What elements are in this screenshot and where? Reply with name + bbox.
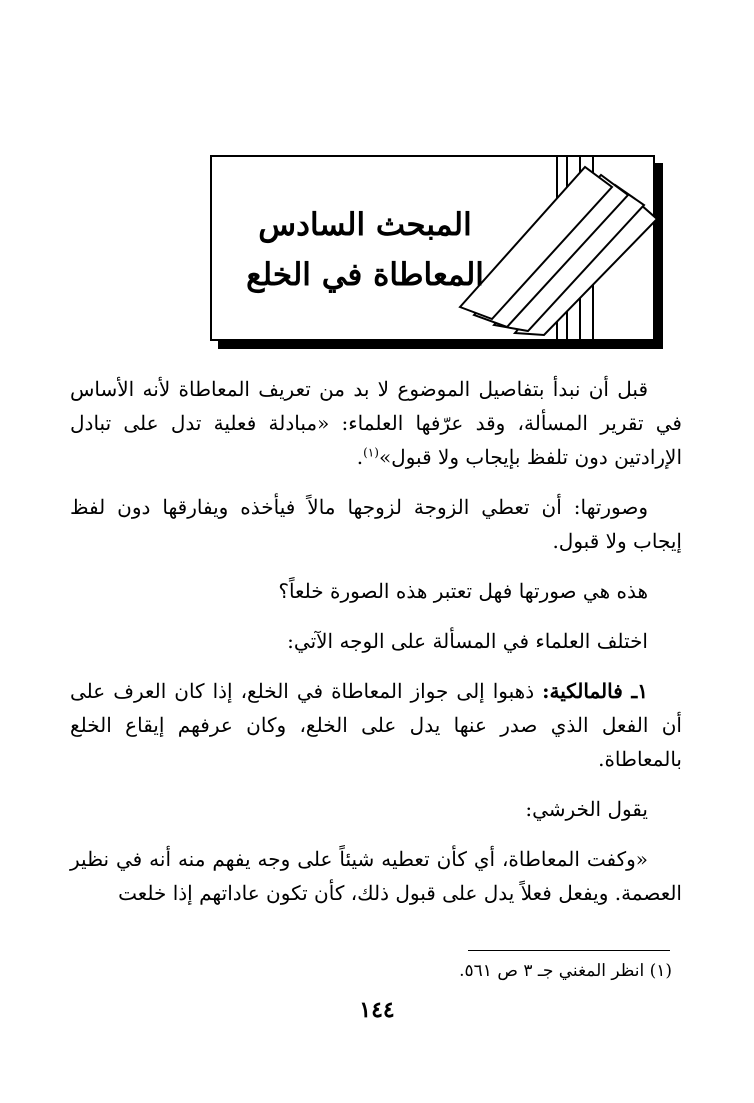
footnote-divider	[468, 950, 670, 951]
footnote: (١) انظر المغني جـ ٣ ص ٥٦١.	[459, 961, 672, 981]
chapter-title-line-1: المبحث السادس	[258, 207, 472, 243]
paragraph-1-end: .	[356, 445, 364, 469]
paragraph-5-text: ذهبوا إلى جواز المعاطاة في الخلع، إذا كان العرف على أن الفعل الذي صدر عنها يدل على الخلع، وكان عرفهم إيقاع الخلع بالمعاطاة.	[70, 679, 682, 771]
paragraph-3: هذه هي صورتها فهل تعتبر هذه الصورة خلعاً؟	[278, 579, 648, 603]
paragraph-1	[70, 372, 682, 474]
page-number: ١٤٤	[359, 997, 395, 1023]
body-text	[70, 372, 682, 926]
paragraph-4: اختلف العلماء في المسألة على الوجه الآتي:	[287, 629, 648, 653]
chapter-title	[235, 200, 495, 300]
paragraph-7: «وكفت المعاطاة، أي كأن تعطيه شيئاً على وجه يفهم منه أنه في نظير العصمة. ويفعل فعلاً يدل على قبول ذلك، كأن تكون عاداتهم إذا خلعت	[70, 847, 682, 905]
paragraph-5	[70, 674, 682, 776]
paragraph-1-text: قبل أن نبدأ بتفاصيل الموضوع لا بد من تعريف المعاطاة لأنه الأساس في تقرير المسألة، وقد عرّفها العلماء: «مبادلة فعلية تدل على تبادل الإرادتين دون تلفظ بإيجاب ولا قبول»	[70, 377, 682, 469]
footnote-marker: (١)	[363, 445, 379, 460]
paragraph-2: وصورتها: أن تعطي الزوجة لزوجها مالاً فيأخذه ويفارقها دون لفظ إيجاب ولا قبول.	[70, 495, 682, 553]
paragraph-5-label: ١ـ فالمالكية:	[542, 679, 648, 703]
paragraph-6: يقول الخرشي:	[525, 797, 648, 821]
chapter-title-line-2: المعاطاة في الخلع	[246, 257, 484, 293]
